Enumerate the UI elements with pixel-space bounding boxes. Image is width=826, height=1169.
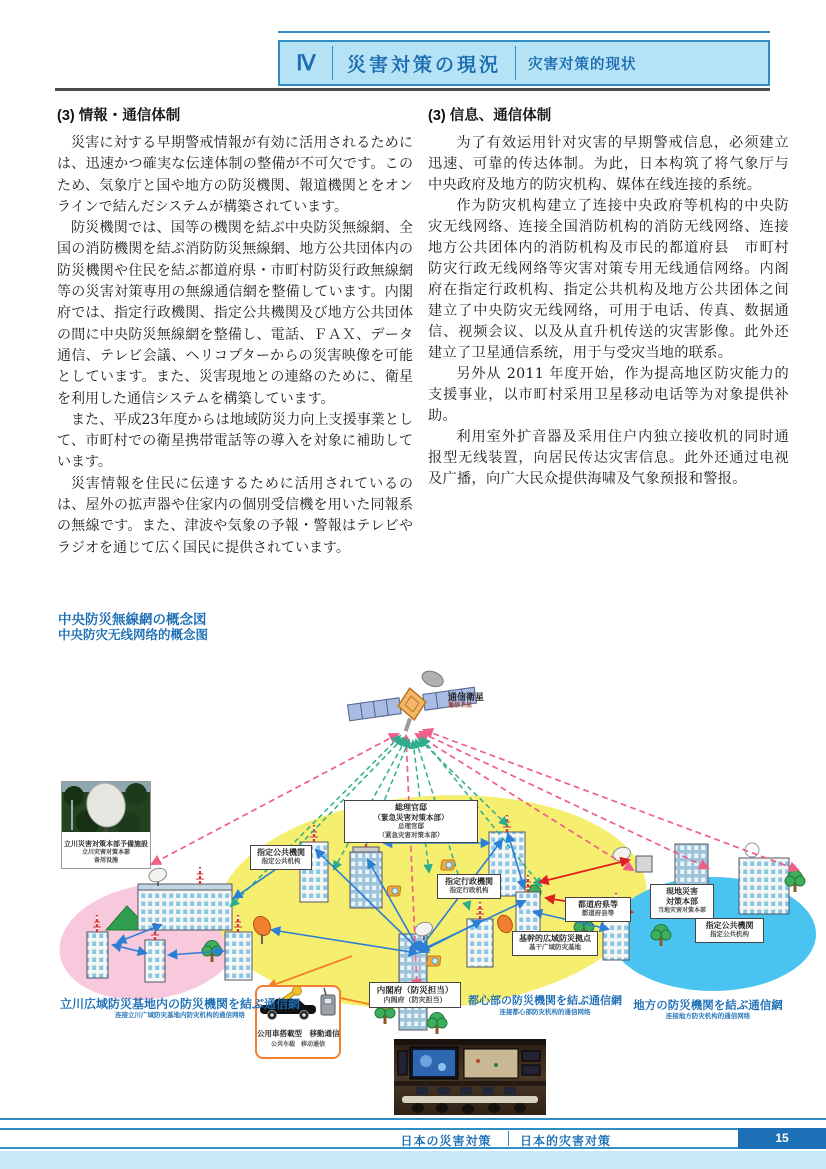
paragraph-zh: 为了有效运用针对灾害的早期警戒信息，必须建立迅速、可靠的传达体制。为此，日本构筑了将气象厅与中央政府及地方的防灾机构、媒体在线连接的系统。 xyxy=(428,135,789,193)
footer-divider xyxy=(508,1131,509,1146)
caption-city-center-network: 都心部の防災機関を結ぶ通信網 连接都心部防灾机构的通信网络 xyxy=(468,995,622,1016)
paragraph-ja: 防災機関では、国等の機関を結ぶ中央防災無線網、全国の消防機関を結ぶ消防防災無線網、地方公共団体内の防災機関や住民を結ぶ都道府県・市町村防災行政無線網等の災害対策専用の無線通信網を整備しています。内閣府では、指定行政機関、指定公共機関及び地方公共団体の間に中央防災無線網を整備し、電話、ＦＡＸ、データ通信、テレビ会議、ヘリコプターからの災害映像を可能としています。また、災害現地との連絡のために、衛星を利用した通信システムを構築しています。 xyxy=(57,220,413,407)
satellite-phone-icon xyxy=(427,956,441,966)
footer-strip xyxy=(0,1128,826,1149)
chapter-title-ja: 災害対策の現況 xyxy=(347,54,502,76)
photo-caption-zh: 立川灾害对策本部 xyxy=(81,850,130,856)
satellite-label: 通信衛星 通信卫星 xyxy=(448,692,485,709)
photo-caption-ja: 立川災害対策本部予備施設 xyxy=(64,841,148,848)
label-designated-public-org: 指定公共機関 指定公共机构 xyxy=(250,845,312,870)
japanese-column xyxy=(57,104,413,559)
paragraph-zh: 利用室外扩音器及采用住户内独立接收机的同时通报型无线装置，向居民传达灾害信息。此外还通过电视及广播，向广大民众提供海啸及气象预报和警报。 xyxy=(428,429,789,487)
header-bottom-rule xyxy=(55,88,770,91)
ops-room-graphic xyxy=(394,1039,546,1115)
label-core-disaster-base: 基幹的広域防災拠点 基干广域防灾基地 xyxy=(512,931,598,956)
page-number: 15 xyxy=(738,1128,826,1149)
network-diagram xyxy=(0,612,826,1117)
paragraph-ja: 災害情報を住民に伝達するために活用されているのは、屋外の拡声器や住家内の個別受信機を用いた同報系の無線です。また、津波や気象の予報・警報はテレビやラジオを通じて広く国民に提供されています。 xyxy=(57,475,413,556)
radio-mast-icon xyxy=(196,867,204,884)
chapter-header xyxy=(278,40,770,86)
tachikawa-facility-photo xyxy=(61,781,151,869)
dish-photo-graphic xyxy=(62,782,150,832)
paragraph-ja: また、平成23年度からは地域防災力向上支援事業として、市町村での衛星携帯電話等の導入を対象に補助しています。 xyxy=(57,411,413,471)
satellite-phone-icon xyxy=(387,886,401,896)
header-top-rule xyxy=(278,31,770,33)
car-label-ja: 公用車搭載型 移動通信 xyxy=(257,1029,340,1038)
section-heading-ja: (3) 情報・通信体制 xyxy=(57,108,181,124)
footer-title-ja: 日本の災害対策 xyxy=(400,1134,492,1148)
caption-tachikawa-network: 立川広域防災基地内の防災機関を結ぶ通信網 连接立川广域防灾基地内防灾机构的通信网络 xyxy=(59,997,300,1019)
diagram-title-zh: 中央防灾无线网络的概念图 xyxy=(58,627,209,642)
footer-band xyxy=(0,1151,826,1169)
chapter-number: Ⅳ xyxy=(296,51,316,75)
diagram-title-ja: 中央防災無線網の概念図 xyxy=(58,612,207,627)
footer-top-rule xyxy=(0,1118,826,1120)
label-prime-minister-residence: 総理官邸 （緊急災害対策本部） 总理官邸 （紧急灾害对策本部） xyxy=(344,800,478,843)
radio-antenna-icon xyxy=(324,988,326,995)
photo-caption-zh: 备用设施 xyxy=(93,858,118,865)
satellite-phone-icon xyxy=(441,860,455,870)
footer-title-zh: 日本的灾害对策 xyxy=(520,1134,612,1148)
paragraph-zh: 另外从 2011 年度开始，作为提高地区防灾能力的支援事业，以市町村采用卫星移动电话等为对象提供补助。 xyxy=(428,366,789,424)
chapter-title-zh: 灾害对策的现状 xyxy=(528,56,637,73)
paragraph-zh: 作为防灾机构建立了连接中央政府等机构的中央防灾无线网络、连接全国消防机构的消防无线网络、连接地方公共团体内的消防机构及市民的都道府县 市町村防灾行政无线网络等灾害对策专用无线通信网络。内阁府在指定行政机构、指定公共机构及地方公共团体之间建立了中央防灾无线网络，可用于电话、传真、数据通信、视频会议、以及从直升机传送的灾害影像。此外还建立了卫星通信系统，用于与受灾当地的联系。 xyxy=(428,198,789,361)
label-cabinet-office: 内閣府（防災担当） 内阁府（防灾担当） xyxy=(369,982,461,1008)
label-prefectures: 都道府県等 都道府县等 xyxy=(565,897,631,922)
label-designated-admin-org: 指定行政機関 指定行政机构 xyxy=(437,874,501,899)
paragraph-ja: 災害に対する早期警戒情報が有効に活用されるためには、迅速かつ確実な伝達体制の整備が不可欠です。このため、気象庁と国や地方の防災機関、報道機関とをオンラインで結んだシステムが構築されています。 xyxy=(57,135,413,215)
car-label-zh: 公共车载 移动通信 xyxy=(270,1042,325,1048)
label-designated-public-org-local: 指定公共機関 指定公共机构 xyxy=(695,918,764,943)
operations-room-photo xyxy=(394,1039,546,1115)
chinese-column xyxy=(428,104,789,490)
caption-local-network: 地方の防災機関を結ぶ通信網 连接地方防灾机构的通信网络 xyxy=(633,1000,783,1021)
section-heading-zh: (3) 信息、通信体制 xyxy=(428,108,552,124)
label-local-disaster-hq: 現地災害 対策本部 当地灾害对策本部 xyxy=(650,884,714,919)
